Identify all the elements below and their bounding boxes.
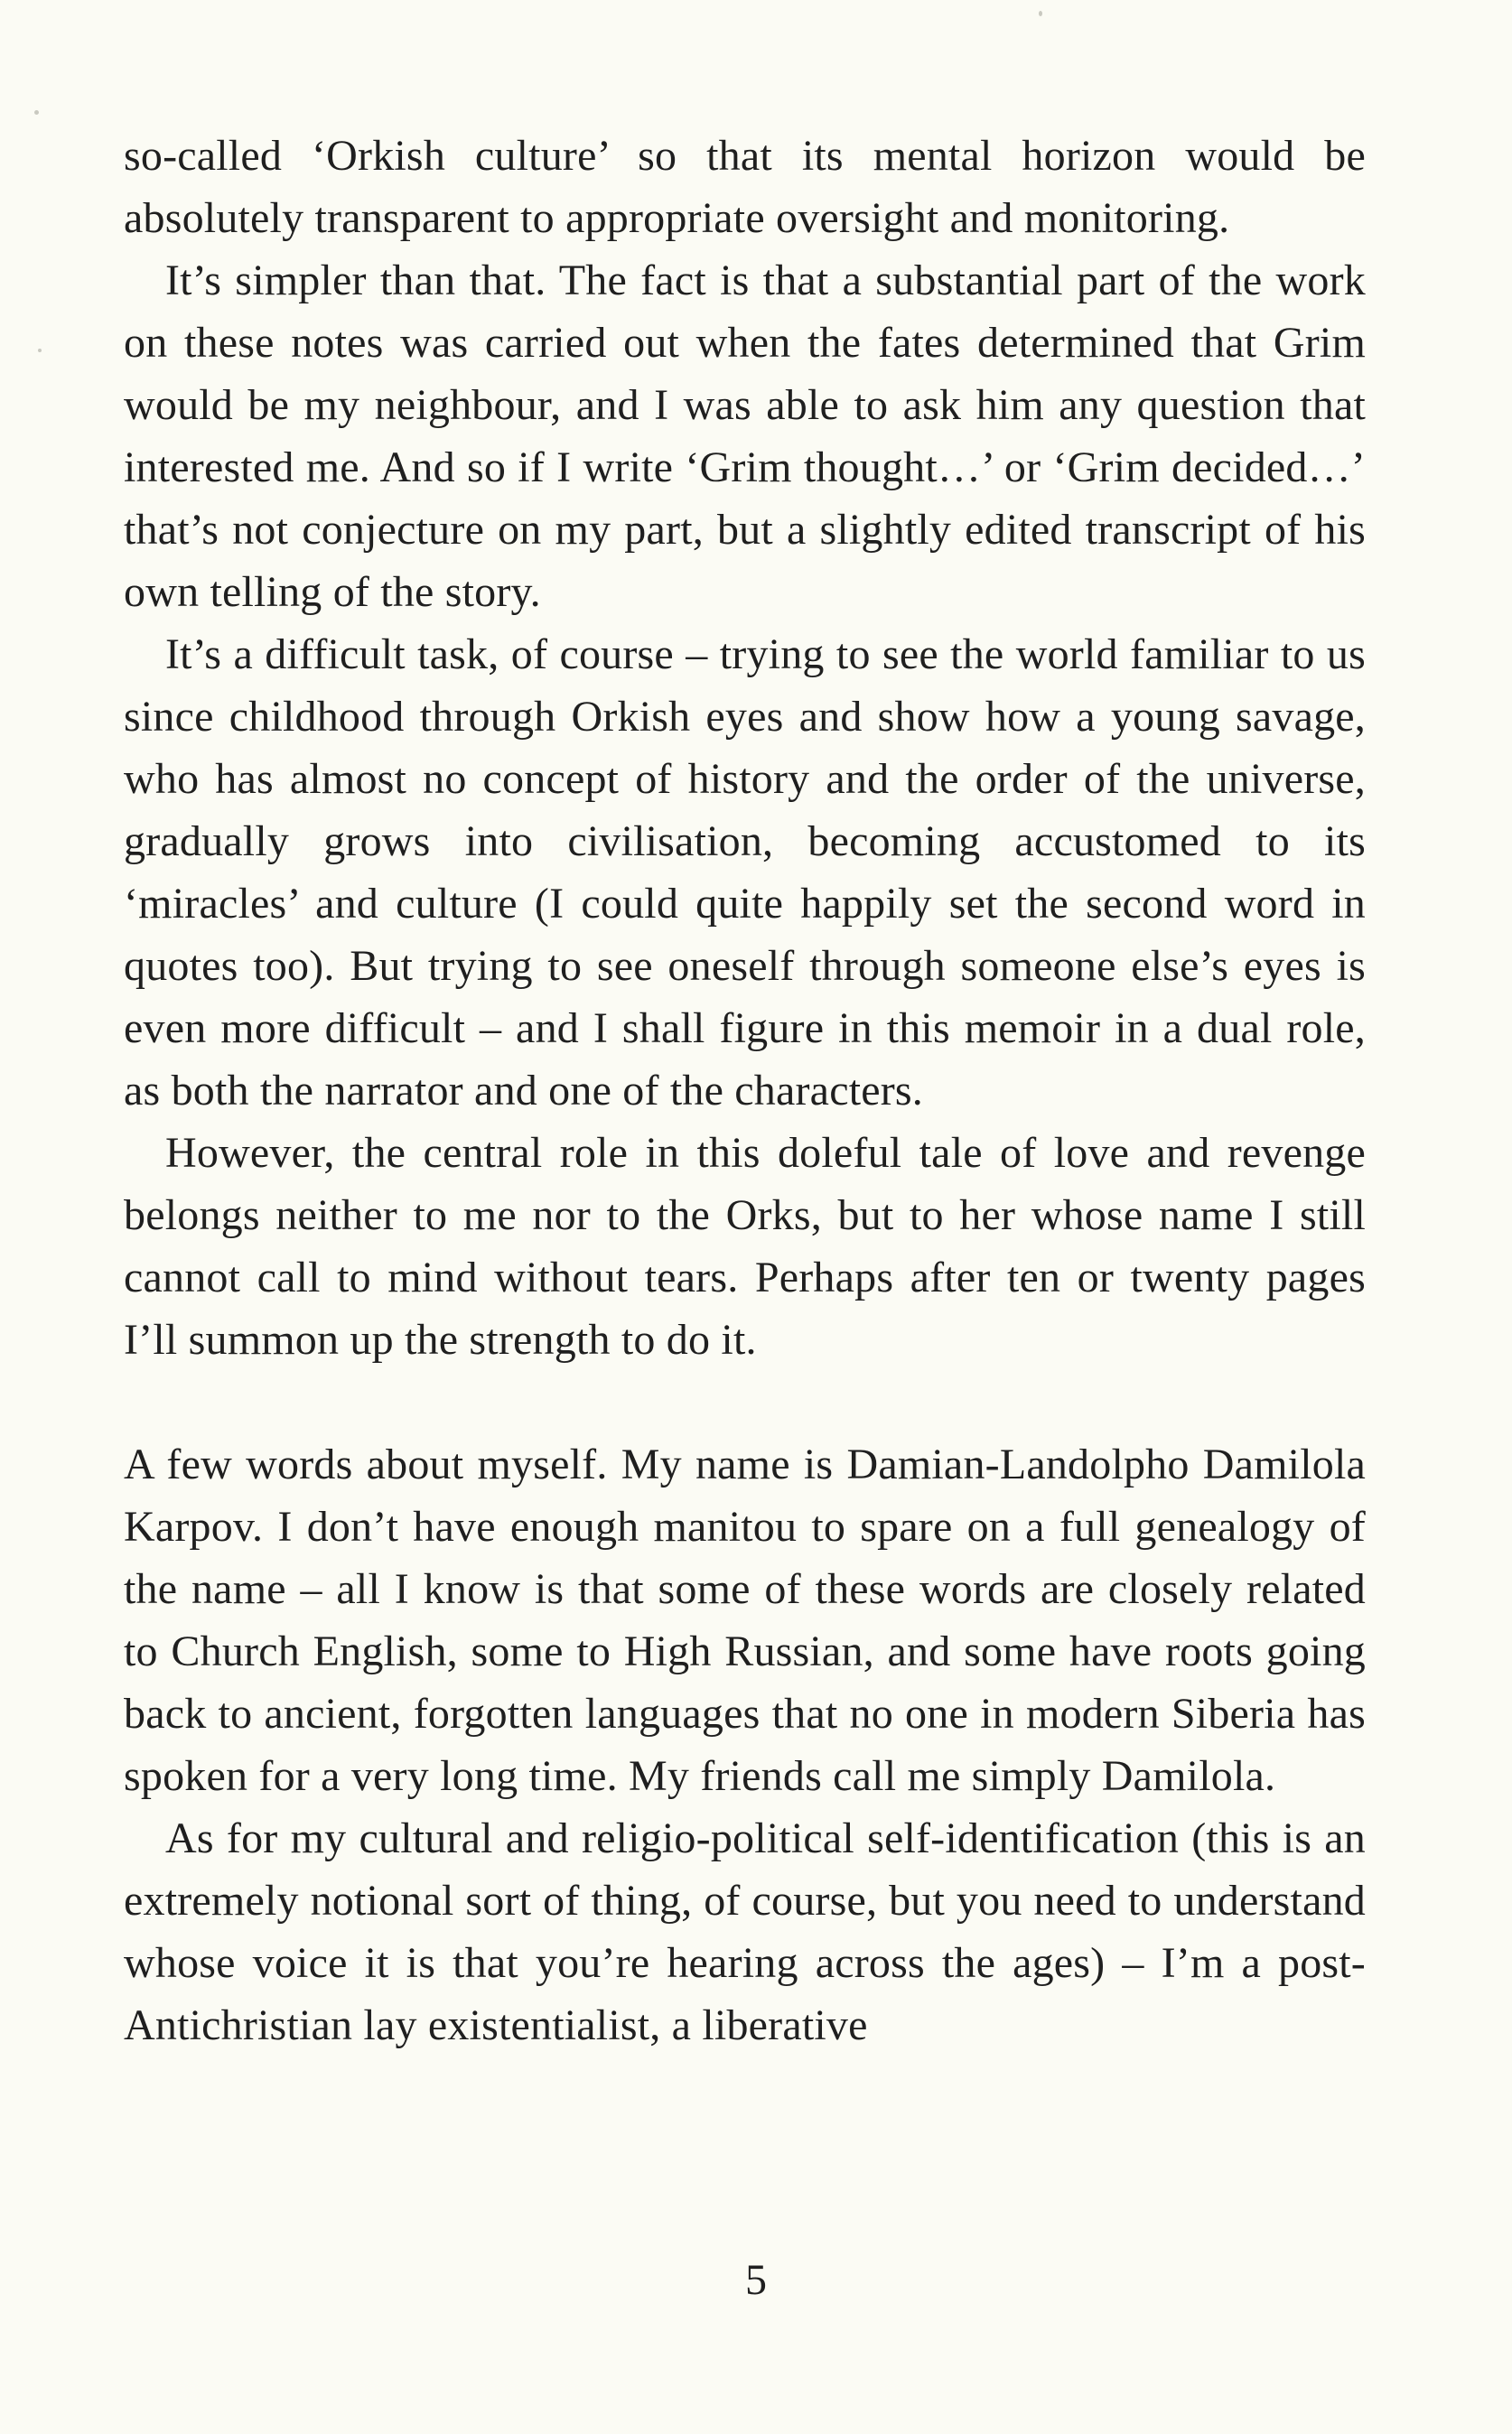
paragraph: As for my cultural and religio-political self-identification (this is an extremely notional sort of thing, of course, but you need to understand whose voice it is that you’re hearing across the ages) – I’m a post-Antichristian lay existentialist, a liberative [124,1814,1366,2049]
paragraph: It’s simpler than that. The fact is that a substantial part of the work on these notes was carried out when the fates determined that Grim would be my neighbour, and I was able to ask him any question that interested me. And so if I write ‘Grim thought…’ or ‘Grim decided…’ that’s not conjecture on my part, but a slightly edited transcript of his own telling of the story. [124,256,1366,616]
section-break [124,1371,1366,1433]
paragraph: so-called ‘Orkish culture’ so that its mental horizon would be absolutely transparent to appropriate oversight and monitoring. [124,132,1366,242]
paragraph: A few words about myself. My name is Damian-Landolpho Damilola Karpov. I don’t have enough manitou to spare on a full genealogy of the name – all I know is that some of these words are closely related to Church English, some to High Russian, and some have roots going back to ancient, forgotten languages that no one in modern Siberia has spoken for a very long time. My friends call me simply Damilola. [124,1441,1366,1800]
paragraph: However, the central role in this doleful tale of love and revenge belongs neither to me nor to the Orks, but to her whose name I still cannot call to mind without tears. Perhaps after ten or twenty pages I’ll summon up the strength to do it. [124,1129,1366,1364]
paper-speck [38,349,42,352]
page-number: 5 [745,2256,767,2304]
paper-speck [1039,11,1042,16]
paragraph: It’s a difficult task, of course – trying to see the world familiar to us since childhood through Orkish eyes and show how a young savage, who has almost no concept of history and the order of the universe, gradually grows into civilisation, becoming accustomed to its ‘miracles’ and culture (I could quite happily set the second word in quotes too). But trying to see oneself through someone else’s eyes is even more difficult – and I shall figure in this memoir in a dual role, as both the narrator and one of the characters. [124,630,1366,1114]
paper-speck [34,110,39,115]
body-text [124,125,1366,2056]
